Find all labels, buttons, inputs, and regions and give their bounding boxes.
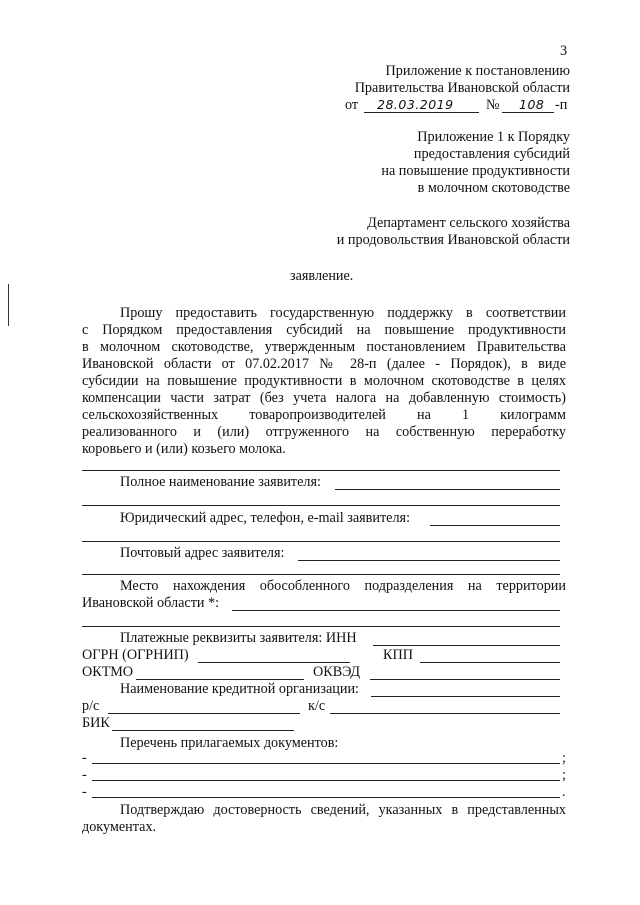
header-line-2: Правительства Ивановской области (354, 80, 570, 96)
bik-label: БИК (82, 715, 110, 731)
body-line: Прошу предоставить государственную поддержку в соответствии (120, 305, 566, 321)
document-item-field[interactable] (92, 797, 560, 798)
header-number: 108 (519, 97, 545, 112)
date-underline (364, 112, 479, 113)
body-line: с Порядком предоставления субсидий на повышение продуктивности (82, 322, 566, 338)
kpp-label: КПП (383, 647, 413, 663)
ks-field[interactable] (330, 713, 560, 714)
kpp-field[interactable] (420, 662, 560, 663)
full-name-label: Полное наименование заявителя: (120, 474, 321, 490)
postal-address-field[interactable] (298, 560, 560, 561)
document-title: заявление. (290, 268, 354, 284)
okved-label: ОКВЭД (313, 664, 361, 680)
subdivision-field[interactable] (232, 610, 560, 611)
document-item-field[interactable] (92, 763, 560, 764)
document-item-field[interactable] (92, 780, 560, 781)
list-item-dash: - (82, 750, 87, 766)
full-name-field-extra[interactable] (82, 505, 560, 506)
body-line: сельскохозяйственных товаропроизводителей на 1 килограмм (82, 407, 566, 423)
legal-address-label: Юридический адрес, телефон, e-mail заявителя: (120, 510, 411, 526)
rs-field[interactable] (108, 713, 300, 714)
appendix-line-1: Приложение 1 к Порядку (417, 129, 570, 145)
page-number: 3 (560, 43, 568, 59)
list-item-end: . (562, 784, 566, 800)
body-line: компенсации части затрат (без учета налога на добавленную стоимость) (82, 390, 566, 406)
subdivision-label-line-2: Ивановской области *: (82, 595, 220, 611)
header-from-label: от (345, 97, 359, 113)
body-line: в молочном скотоводстве, утвержденным постановлением Правительства (82, 339, 566, 355)
bik-field[interactable] (112, 730, 294, 731)
header-suffix: -п (555, 97, 568, 113)
body-line-last: коровьего и (или) козьего молока. (82, 441, 286, 457)
ogrn-label: ОГРН (ОГРНИП) (82, 647, 189, 663)
rs-label: р/с (82, 698, 100, 714)
header-number-label: № (486, 97, 500, 113)
list-item-end: ; (562, 750, 566, 766)
confirm-line-2: документах. (82, 819, 157, 835)
postal-address-label: Почтовый адрес заявителя: (120, 545, 285, 561)
body-line: Ивановской области от 07.02.2017 № 28-п (далее - Порядок), в виде (82, 356, 566, 372)
subdivision-label-line-1: Место нахождения обособленного подразделения на территории (120, 578, 566, 594)
oktmo-label: ОКТМО (82, 664, 134, 680)
inn-field[interactable] (373, 645, 560, 646)
body-line: реализованного и (или) отгруженного на собственную переработку (82, 424, 566, 440)
payment-inn-label: Платежные реквизиты заявителя: ИНН (120, 630, 357, 646)
legal-address-field-extra[interactable] (82, 541, 560, 542)
ogrn-field[interactable] (198, 662, 350, 663)
list-item-dash: - (82, 767, 87, 783)
bank-name-field[interactable] (371, 696, 560, 697)
appendix-line-3: на повышение продуктивности (381, 163, 570, 179)
appendix-line-2: предоставления субсидий (413, 146, 570, 162)
documents-list-label: Перечень прилагаемых документов: (120, 735, 339, 751)
oktmo-field[interactable] (136, 679, 304, 680)
ks-label: к/с (308, 698, 326, 714)
addressee-line-2: и продовольствия Ивановской области (336, 232, 570, 248)
appendix-line-4: в молочном скотоводстве (417, 180, 570, 196)
legal-address-field[interactable] (430, 525, 560, 526)
list-item-dash: - (82, 784, 87, 800)
margin-mark (8, 284, 9, 326)
okved-field[interactable] (370, 679, 560, 680)
body-line: субсидии на повышение продуктивности в молочном скотоводстве в целях (82, 373, 566, 389)
list-item-end: ; (562, 767, 566, 783)
blank-line[interactable] (82, 470, 560, 471)
number-underline (502, 112, 554, 113)
full-name-field[interactable] (335, 489, 560, 490)
bank-name-label: Наименование кредитной организации: (120, 681, 359, 697)
postal-address-field-extra[interactable] (82, 574, 560, 575)
header-line-1: Приложение к постановлению (385, 63, 570, 79)
subdivision-field-extra[interactable] (82, 626, 560, 627)
addressee-line-1: Департамент сельского хозяйства (367, 215, 570, 231)
header-date: 28.03.2019 (377, 97, 454, 112)
confirm-line-1: Подтверждаю достоверность сведений, указанных в представленных (120, 802, 566, 818)
